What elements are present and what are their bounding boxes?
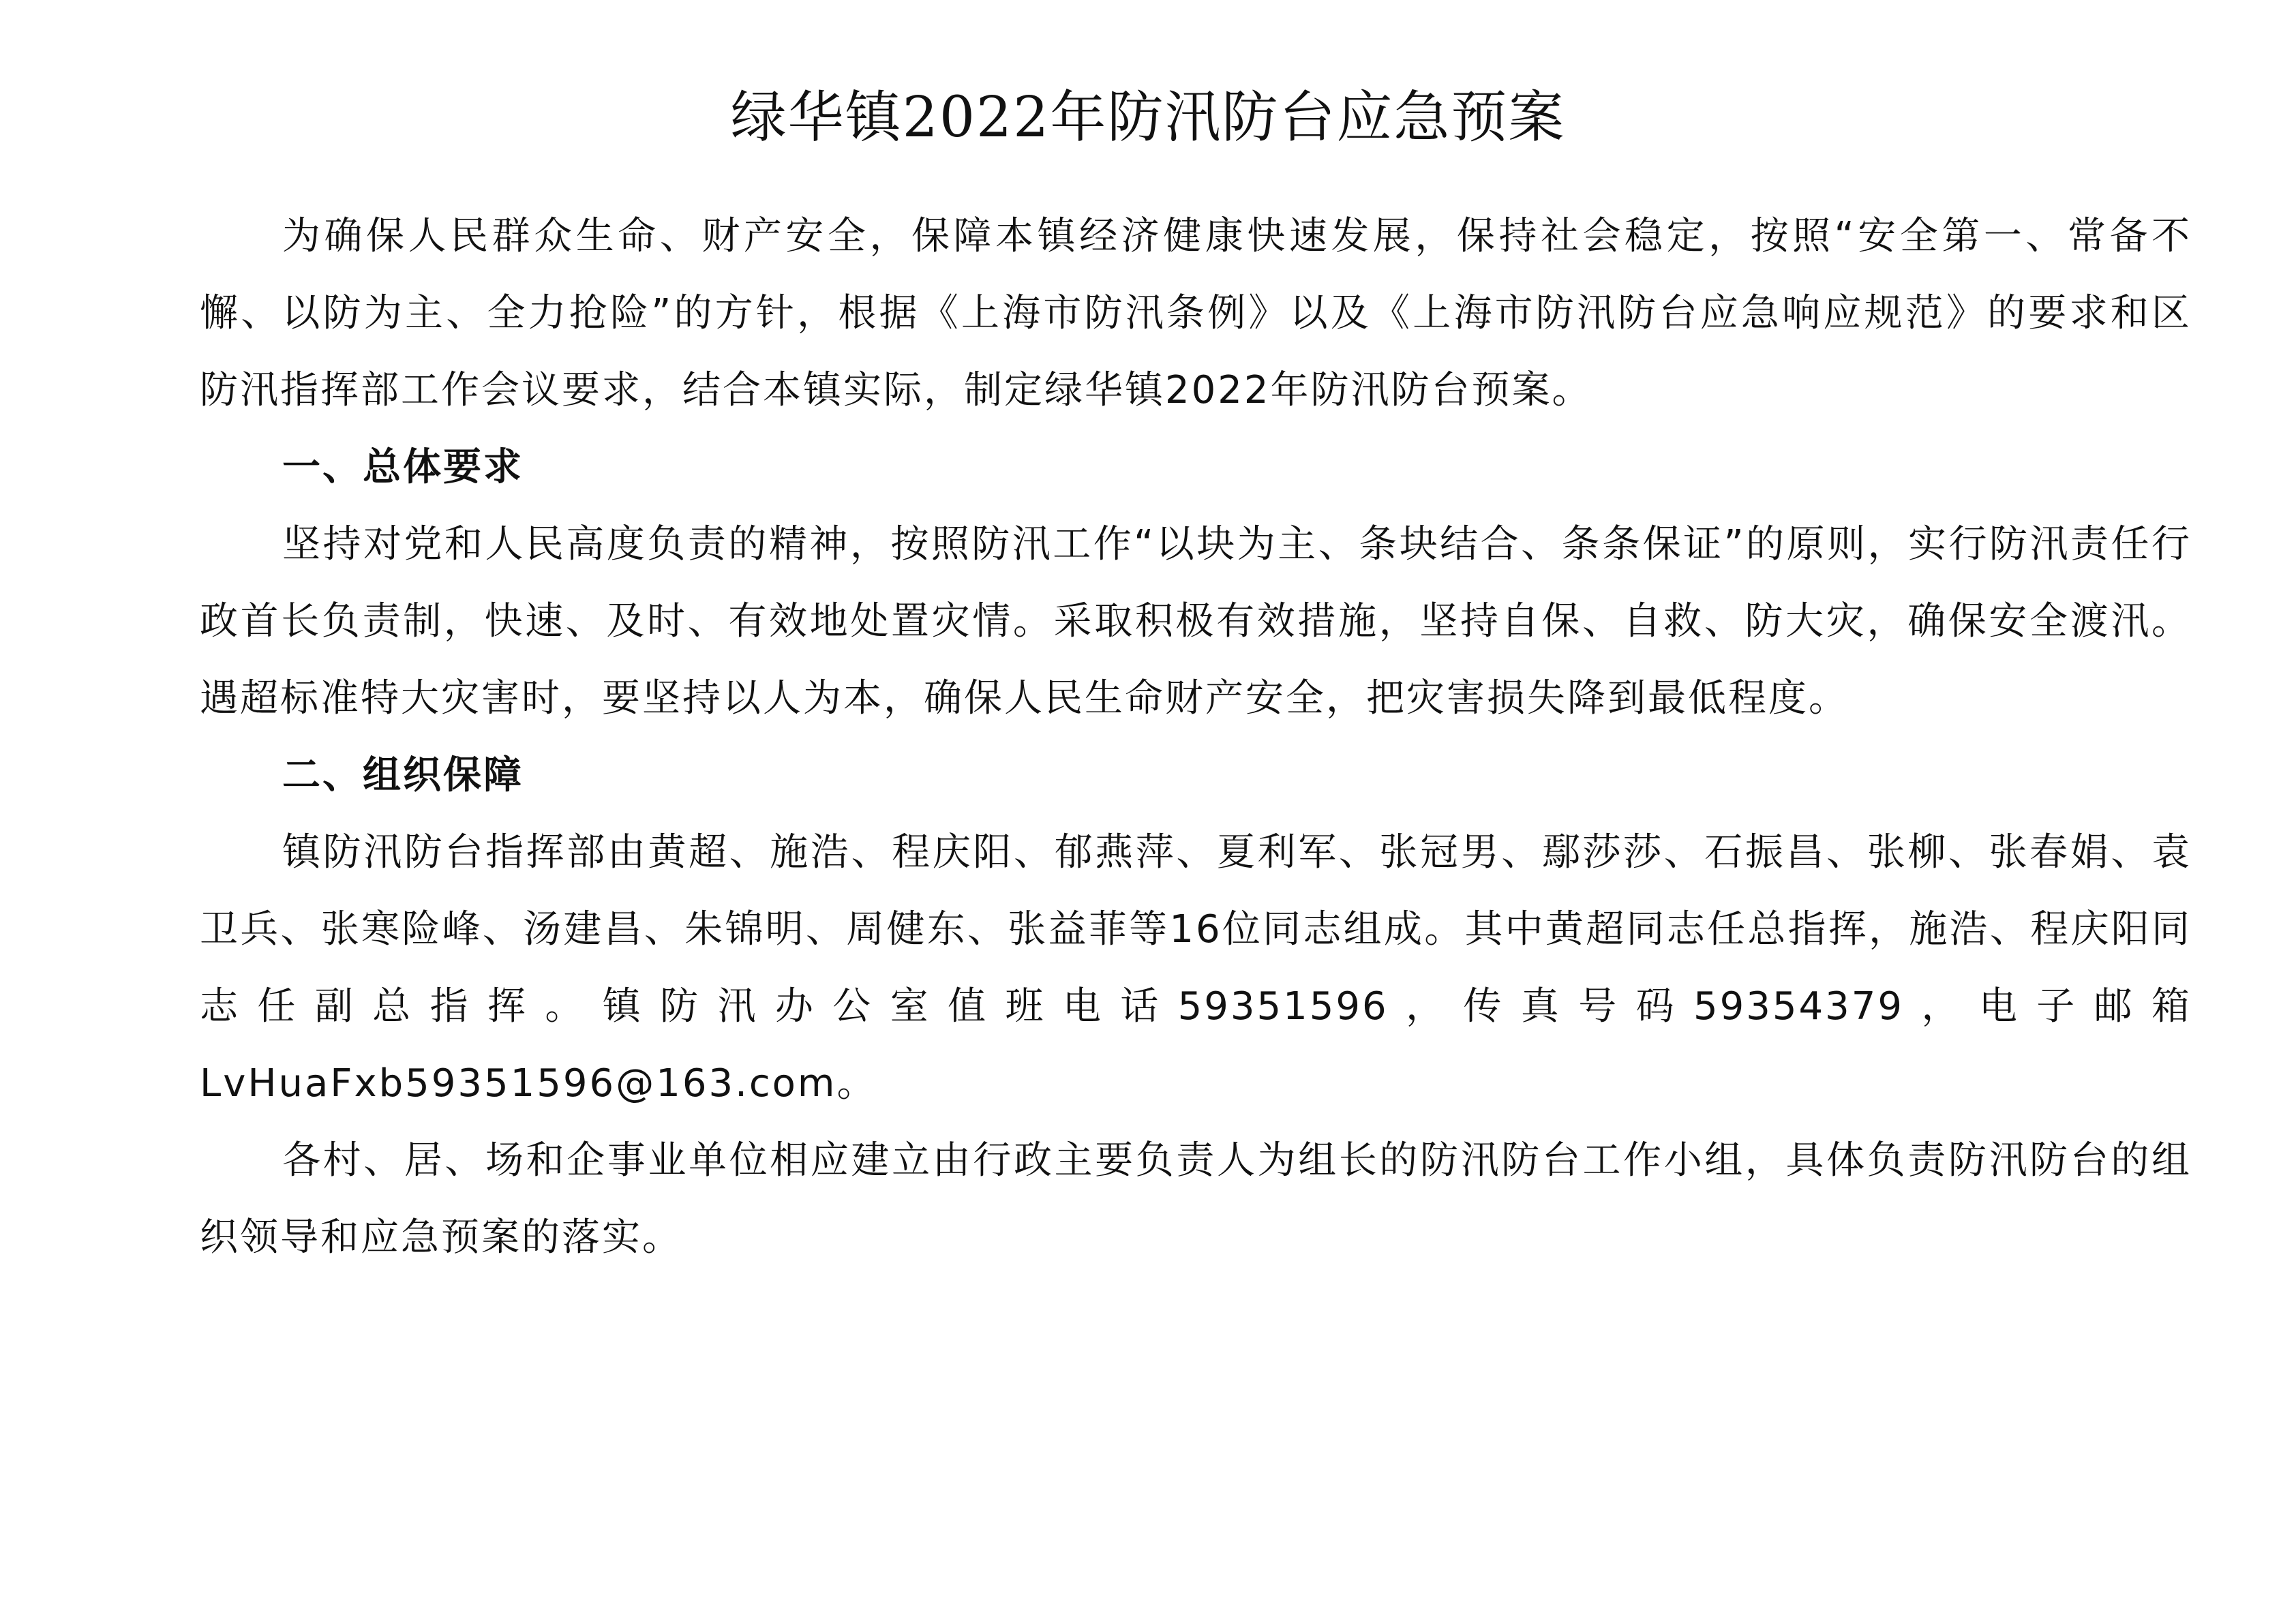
section-heading-general-requirements: 一、总体要求 [282, 445, 524, 489]
working-group-paragraph: 各村、居、场和企事业单位相应建立由行政主要负责人为组长的防汛防台工作小组，具体负责防汛防台的组织领导和应急预案的落实。 [200, 1138, 2192, 1260]
organization-paragraph: 镇防汛防台指挥部由黄超、施浩、程庆阳、郁燕萍、夏利军、张冠男、鄢莎莎、石振昌、张柳、张春娟、袁卫兵、张寒险峰、汤建昌、朱锦明、周健东、张益菲等16位同志组成。其中黄超同志任总指挥，施浩、程庆阳同志任副总指挥。镇防汛办公室值班电话59351596，传真号码59354379，电子邮箱LvHuaFxb59351596@163.com。 [200, 830, 2192, 1106]
document-body [200, 198, 2192, 1276]
intro-paragraph: 为确保人民群众生命、财产安全，保障本镇经济健康快速发展，保持社会稳定，按照“安全第一、常备不懈、以防为主、全力抢险”的方针，根据《上海市防汛条例》以及《上海市防汛防台应急响应规范》的要求和区防汛指挥部工作会议要求，结合本镇实际，制定绿华镇2022年防汛防台预案。 [200, 214, 2192, 412]
general-requirements-paragraph: 坚持对党和人民高度负责的精神，按照防汛工作“以块为主、条块结合、条条保证”的原则，实行防汛责任行政首长负责制，快速、及时、有效地处置灾情。采取积极有效措施，坚持自保、自救、防大灾，确保安全渡汛。遇超标准特大灾害时，要坚持以人为本，确保人民生命财产安全，把灾害损失降到最低程度。 [200, 522, 2192, 721]
section-heading-organization: 二、组织保障 [282, 753, 524, 798]
document-title: 绿华镇2022年防汛防台应急预案 [730, 85, 1566, 150]
